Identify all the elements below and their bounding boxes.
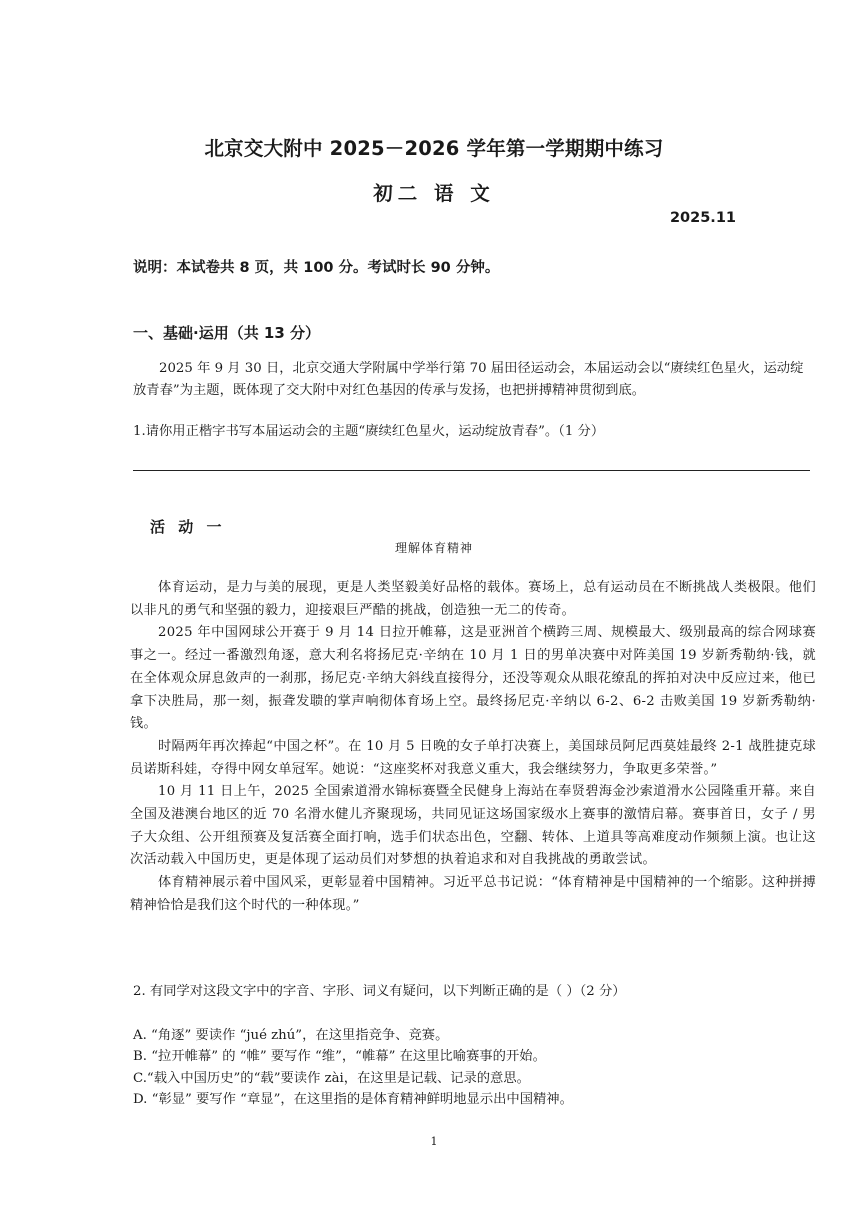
page-number: 1	[430, 1135, 438, 1148]
question-1: 1.请你用正楷字书写本届运动会的主题“赓续红色星火，运动绽放青春”。（1 分）	[133, 424, 605, 439]
option-b[interactable]: B. “拉开帷幕” 的 “帷” 要写作 “维”，“帷幕” 在这里比喻赛事的开始。	[133, 1049, 546, 1064]
passage-paragraph: 10 月 11 日上午，2025 全国索道滑水锦标赛暨全民健身上海站在奉贤碧海金沙索道滑水公园隆重开幕。来自全国及港澳台地区的近 70 名滑水健儿齐聚现场，共同见证这场国家级水上赛事的激情启幕。赛事首日，女子 / 男子大众组、公开组预赛及复活赛全面打响，选手们状态出色，空翻、转体、上道具等高难度动作频频上演。也让这次活动载入中国历史，更是体现了运动员们对梦想的执着追求和对自我挑战的勇敢尝试。	[130, 784, 816, 868]
passage-paragraph: 体育精神展示着中国风采，更彰显着中国精神。习近平总书记说：“体育精神是中国精神的一个缩影。这种拼搏精神恰恰是我们这个时代的一种体现。”	[130, 875, 816, 913]
option-c[interactable]: C.“载入中国历史”的“载”要读作 zài，在这里是记载、记录的意思。	[133, 1071, 530, 1086]
option-d[interactable]: D. “彰显” 要写作 “章显”，在这里指的是体育精神鲜明地显示出中国精神。	[133, 1092, 573, 1107]
section-intro: 2025 年 9 月 30 日，北京交通大学附属中学举行第 70 届田径运动会，本届运动会以“赓续红色星火，运动绽放青春”为主题，既体现了交大附中对红色基因的传承与发扬，也把拼搏精神贯彻到底。	[133, 361, 804, 398]
exam-subject: 初二 语 文	[373, 182, 495, 205]
option-a[interactable]: A. “角逐” 要读作 “jué zhú”，在这里指竞争、竞赛。	[133, 1028, 449, 1043]
passage-paragraph: 时隔两年再次捧起“中国之杯”。在 10 月 5 日晚的女子单打决赛上，美国球员阿尼西莫娃最终 2-1 战胜捷克球员诺斯科娃，夺得中网女单冠军。她说：“这座奖杯对我意义重大，我会继续努力，争取更多荣誉。”	[130, 738, 816, 777]
exam-date: 2025.11	[669, 210, 736, 226]
answer-line[interactable]	[133, 470, 810, 471]
activity-heading: 活 动 一	[150, 518, 226, 536]
exam-title: 北京交大附中 2025－2026 学年第一学期期中练习	[204, 137, 664, 160]
passage-paragraph: 2025 年中国网球公开赛于 9 月 14 日拉开帷幕，这是亚洲首个横跨三周、规模最大、级别最高的综合网球赛事之一。经过一番激烈角逐，意大利名将扬尼克·辛纳在 10 月 1 日的男单决赛中对阵美国 19 岁新秀勒纳·钱，就在全体观众屏息敛声的一刹那，扬尼克·辛纳大斜线直接得分，还没等观众从眼花缭乱的挥拍对决中反应过来，他已拿下决胜局，那一刻，振聋发聩的掌声响彻体育场上空。最终扬尼克·辛纳以 6-2、6-2 击败美国 19 岁新秀勒纳·钱。	[130, 625, 816, 732]
reading-passage	[130, 577, 816, 918]
question-2: 2. 有同学对这段文字中的字音、字形、词义有疑问，以下判断正确的是（ ）（2 分）	[133, 984, 626, 999]
section-heading: 一、基础·运用（共 13 分）	[133, 324, 321, 342]
passage-title: 理解体育精神	[394, 541, 473, 555]
exam-instructions: 说明：本试卷共 8 页，共 100 分。考试时长 90 分钟。	[133, 260, 500, 276]
passage-paragraph: 体育运动，是力与美的展现，更是人类坚毅美好品格的载体。赛场上，总有运动员在不断挑战人类极限。他们以非凡的勇气和坚强的毅力，迎接艰巨严酷的挑战，创造独一无二的传奇。	[130, 580, 816, 618]
